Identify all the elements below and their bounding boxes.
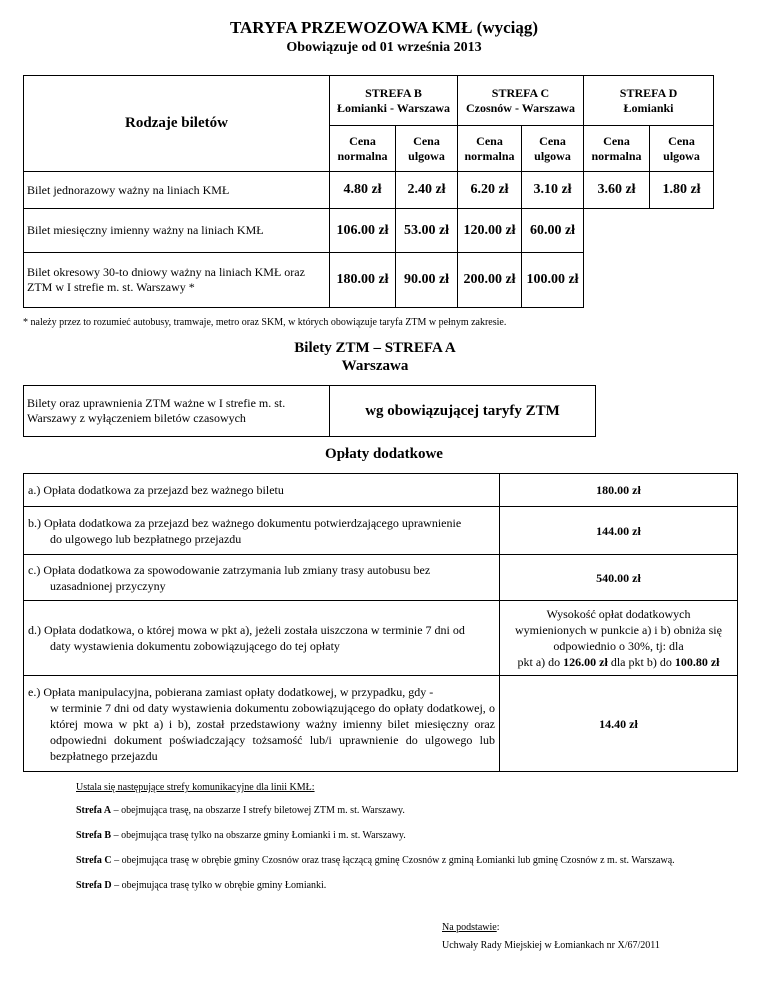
zone-definition [76, 830, 736, 841]
price-cell: 1.80 zł [650, 172, 714, 209]
ztm-table [23, 385, 596, 437]
ztm-heading-line: Warszawa [341, 358, 409, 374]
fee-amount: 14.40 zł [500, 676, 738, 772]
zones-info [76, 782, 736, 905]
table-row [24, 253, 714, 308]
fee-description-line: b.) Opłata dodatkowa za przejazd bez ważnego dokumentu potwierdzającego uprawnienie [28, 515, 462, 530]
document-subtitle: Obowiązuje od 01 września 2013 [286, 40, 482, 55]
ticket-types-header: Rodzaje biletów [24, 76, 330, 172]
fee-description-line: a.) Opłata dodatkowa za przejazd bez ważnego biletu [28, 483, 284, 497]
empty-cell [584, 209, 714, 253]
table-row [24, 474, 738, 507]
ztm-ticket-value: wg obowiązującej taryfy ZTM [330, 386, 596, 437]
fee-description [24, 555, 500, 601]
table-row [24, 172, 714, 209]
empty-cell [584, 253, 714, 308]
legal-basis-text: Uchwały Rady Miejskiej w Łomiankach nr X/67/2011 [442, 940, 660, 951]
fee-description [24, 676, 500, 772]
price-cell: 3.60 zł [584, 172, 650, 209]
fee-description-line: c.) Opłata dodatkowa za spowodowanie zatrzymania lub zmiany trasy autobusu bez [28, 562, 431, 577]
price-cell: 100.00 zł [522, 253, 584, 308]
fee-amount-line [500, 654, 737, 670]
fee-amount-line: wymienionych w punkcie a) i b) obniża się [515, 623, 722, 637]
zone-c-name: STREFA C [491, 85, 550, 100]
price-cell: 120.00 zł [458, 209, 522, 253]
price-cell: 53.00 zł [396, 209, 458, 253]
fee-amount: 540.00 zł [500, 555, 738, 601]
price-header-reduced: Cena ulgowa [522, 126, 584, 172]
zone-name: Strefa C [76, 855, 112, 866]
fee-amount-text: dla pkt b) do [607, 655, 675, 669]
table-row [24, 676, 738, 772]
zone-text: – obejmująca trasę, na obszarze I strefy biletowej ZTM m. st. Warszawy. [111, 805, 405, 816]
fee-amount: 180.00 zł [500, 474, 738, 507]
fees-heading: Opłaty dodatkowe [325, 446, 443, 462]
fee-description-line: daty wystawienia dokumentu zobowiązującego do tej opłaty [50, 639, 340, 653]
price-cell: 3.10 zł [522, 172, 584, 209]
zone-b-header [330, 76, 458, 126]
table-row [24, 555, 738, 601]
fee-description [24, 474, 500, 507]
price-header-normal: Cena normalna [584, 126, 650, 172]
zone-d-route: Łomianki [623, 100, 674, 115]
fee-amount-text: pkt a) do [517, 655, 564, 669]
table-row [24, 209, 714, 253]
fee-description-line: do ulgowego lub bezpłatnego przejazdu [50, 531, 242, 546]
fee-description [24, 601, 500, 676]
table-row [24, 507, 738, 555]
fee-description-line: d.) Opłata dodatkowa, o której mowa w pkt a), jeżeli została uiszczona w terminie 7 dni od [28, 623, 465, 637]
ztm-heading [215, 339, 535, 375]
fee-description-line: uzasadnionej przyczyny [50, 578, 166, 593]
price-header-reduced: Cena ulgowa [396, 126, 458, 172]
price-cell: 106.00 zł [330, 209, 396, 253]
zones-intro: Ustala się następujące strefy komunikacyjne dla linii KMŁ: [76, 782, 315, 793]
zone-text: – obejmująca trasę tylko w obrębie gminy Łomianki. [111, 880, 327, 891]
fee-description-line: e.) Opłata manipulacyjna, pobierana zamiast opłaty dodatkowej, w przypadku, gdy - [28, 684, 434, 699]
zone-b-route: Łomianki - Warszawa [336, 100, 451, 115]
ticket-label: Bilet jednorazowy ważny na liniach KMŁ [24, 172, 330, 209]
zone-definition [76, 805, 736, 816]
price-header-reduced: Cena ulgowa [650, 126, 714, 172]
fee-description-line: w terminie 7 dni od daty wystawienia dokumentu zobowiązującego do opłaty dodatkowej, o której mowa w pkt a) i b), został przedstawiony ważny imienny bilet miesięczny oraz odpowiedni dokument poświadczający tożsamość lub/i uprawnienie do ulgowego lub bezpłatnego przejazdu [50, 700, 495, 763]
legal-basis-label [442, 919, 660, 937]
document-title: TARYFA PRZEWOZOWA KMŁ (wyciąg) [229, 18, 539, 37]
ticket-label: Bilet miesięczny imienny ważny na liniach KMŁ [24, 209, 330, 253]
zone-text: – obejmująca trasę w obrębie gminy Czosnów oraz trasę łączącą gminę Czosnów z gminą Łomianki lub gminę Czosnów z m. st. Warszawą. [111, 855, 675, 866]
fee-amount-line: odpowiednio o 30%, tj: dla [553, 639, 684, 653]
zone-b-name: STREFA B [365, 85, 422, 100]
zone-name: Strefa B [76, 830, 112, 841]
zone-c-header [458, 76, 584, 126]
footnote: * należy przez to rozumieć autobusy, tramwaje, metro oraz SKM, w których obowiązuje taryfa ZTM w pełnym zakresie. [23, 317, 507, 328]
zone-definition [76, 855, 736, 866]
fee-description [24, 507, 500, 555]
fee-amount-line: Wysokość opłat dodatkowych [546, 607, 691, 621]
price-cell: 90.00 zł [396, 253, 458, 308]
price-header-normal: Cena normalna [458, 126, 522, 172]
ztm-ticket-label: Bilety oraz uprawnienia ZTM ważne w I strefie m. st. Warszawy z wyłączeniem biletów czasowych [24, 386, 330, 437]
fee-amount: 144.00 zł [500, 507, 738, 555]
price-cell: 6.20 zł [458, 172, 522, 209]
table-row [24, 601, 738, 676]
price-cell: 180.00 zł [330, 253, 396, 308]
price-cell: 200.00 zł [458, 253, 522, 308]
zone-d-name: STREFA D [619, 85, 678, 100]
zone-name: Strefa A [76, 805, 112, 816]
fee-amount [500, 601, 738, 676]
fees-table [23, 473, 738, 772]
legal-basis-label-text: Na podstawie [442, 922, 497, 933]
legal-basis-colon: : [496, 922, 500, 933]
zone-name: Strefa D [76, 880, 112, 891]
ticket-label: Bilet okresowy 30-to dniowy ważny na liniach KMŁ oraz ZTM w I strefie m. st. Warszawy * [24, 253, 330, 308]
fee-amount-a: 126.00 zł [563, 655, 608, 669]
zone-definition [76, 880, 736, 891]
legal-basis [442, 919, 660, 955]
fare-table [23, 75, 714, 308]
zone-d-header [584, 76, 714, 126]
fee-amount-b: 100.80 zł [674, 655, 720, 669]
price-header-normal: Cena normalna [330, 126, 396, 172]
zone-c-route: Czosnów - Warszawa [465, 100, 576, 115]
price-cell: 2.40 zł [396, 172, 458, 209]
price-cell: 60.00 zł [522, 209, 584, 253]
ztm-heading-line: Bilety ZTM – STREFA A [294, 340, 456, 356]
price-cell: 4.80 zł [330, 172, 396, 209]
zone-text: – obejmująca trasę tylko na obszarze gminy Łomianki i m. st. Warszawy. [111, 830, 406, 841]
